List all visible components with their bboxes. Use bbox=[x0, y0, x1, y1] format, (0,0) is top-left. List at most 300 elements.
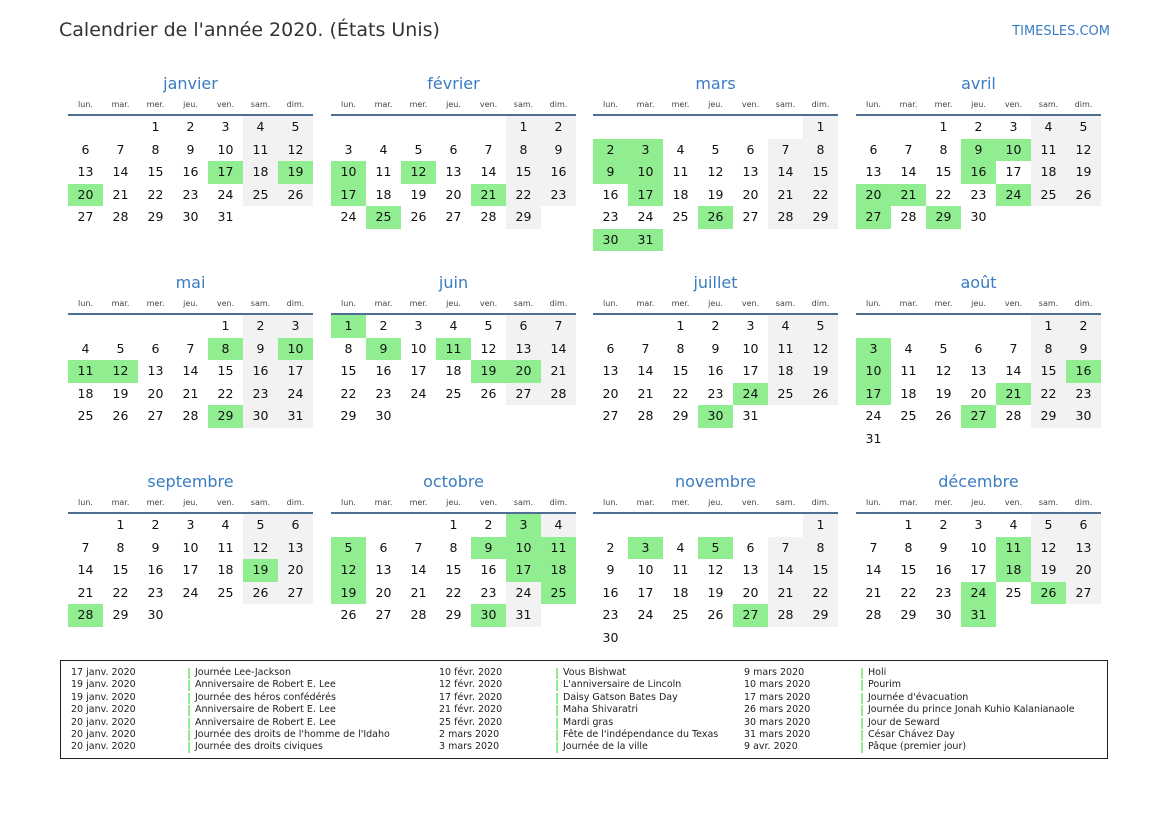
holiday-marker bbox=[861, 742, 863, 753]
day-cell: 23 bbox=[243, 383, 278, 406]
day-empty bbox=[733, 116, 768, 139]
weekday-header bbox=[331, 295, 576, 315]
day-cell: 25 bbox=[445, 385, 462, 401]
day-cell: 15 bbox=[506, 161, 541, 184]
weekday-label: dim. bbox=[549, 299, 568, 308]
day-cell: 17 bbox=[742, 363, 759, 378]
holiday-row bbox=[439, 741, 718, 753]
days-grid bbox=[593, 116, 838, 251]
day-cell: 6 bbox=[746, 539, 755, 555]
day-cell: 24 bbox=[637, 209, 654, 224]
weekday-label: mer. bbox=[671, 498, 690, 507]
holiday-name: Fête de l'indépendance du Texas bbox=[563, 728, 719, 740]
day-cell: 3 bbox=[1009, 119, 1018, 134]
day-cell: 10 bbox=[182, 539, 199, 555]
day-empty bbox=[401, 116, 436, 139]
day-cell: 26 bbox=[803, 383, 838, 406]
day-cell-holiday: 8 bbox=[208, 338, 243, 361]
day-cell: 12 bbox=[278, 139, 313, 162]
day-cell: 14 bbox=[865, 562, 882, 577]
holiday-marker bbox=[556, 680, 558, 691]
weekday-label: sam. bbox=[775, 299, 796, 308]
holiday-marker bbox=[861, 680, 863, 691]
weekday-label: jeu. bbox=[446, 100, 461, 109]
day-cell: 2 bbox=[151, 517, 160, 532]
day-cell: 29 bbox=[900, 607, 917, 622]
month-name: novembre bbox=[674, 472, 757, 491]
day-cell: 20 bbox=[445, 186, 462, 202]
day-cell: 9 bbox=[541, 139, 576, 162]
day-cell: 7 bbox=[81, 539, 90, 555]
day-cell: 10 bbox=[970, 539, 987, 555]
day-empty bbox=[733, 514, 768, 537]
holiday-name: Anniversaire de Robert E. Lee bbox=[195, 716, 336, 728]
day-cell: 8 bbox=[803, 139, 838, 162]
day-cell-holiday: 2 bbox=[593, 139, 628, 162]
month-name: octobre bbox=[423, 472, 484, 491]
day-cell: 15 bbox=[217, 363, 234, 378]
holiday-row bbox=[439, 667, 718, 679]
day-cell: 2 bbox=[484, 517, 493, 532]
holiday-name: Daisy Gatson Bates Day bbox=[563, 691, 678, 703]
month-block bbox=[856, 72, 1101, 229]
weekday-label: jeu. bbox=[971, 299, 986, 308]
day-cell: 19 bbox=[410, 186, 427, 202]
day-empty bbox=[996, 315, 1031, 338]
days-grid bbox=[68, 514, 313, 627]
day-cell: 21 bbox=[77, 584, 94, 600]
day-cell: 26 bbox=[480, 385, 497, 401]
day-cell: 2 bbox=[541, 116, 576, 139]
day-cell-holiday: 12 bbox=[103, 360, 138, 383]
day-cell: 25 bbox=[900, 408, 917, 423]
day-cell: 1 bbox=[506, 116, 541, 139]
day-cell: 6 bbox=[974, 340, 983, 356]
days-grid bbox=[331, 514, 576, 627]
day-cell: 3 bbox=[278, 315, 313, 338]
weekday-header bbox=[68, 96, 313, 116]
day-cell: 5 bbox=[939, 340, 948, 356]
day-empty bbox=[628, 116, 663, 139]
day-cell: 16 bbox=[935, 562, 952, 577]
day-cell: 12 bbox=[1066, 139, 1101, 162]
day-cell: 5 bbox=[278, 116, 313, 139]
weekday-label: mar. bbox=[899, 299, 918, 308]
day-cell-holiday: 9 bbox=[366, 338, 401, 361]
day-cell: 31 bbox=[506, 604, 541, 627]
day-cell-holiday: 12 bbox=[331, 559, 366, 582]
day-cell: 12 bbox=[935, 363, 952, 378]
day-cell-holiday: 1 bbox=[331, 315, 366, 338]
weekday-label: lun. bbox=[341, 498, 356, 507]
weekday-label: mer. bbox=[409, 299, 428, 308]
day-cell-holiday: 24 bbox=[961, 582, 996, 605]
day-cell-holiday: 27 bbox=[733, 604, 768, 627]
day-cell: 13 bbox=[278, 537, 313, 560]
day-cell: 15 bbox=[112, 562, 129, 577]
day-cell: 28 bbox=[541, 383, 576, 406]
day-cell: 15 bbox=[340, 363, 357, 378]
day-cell: 11 bbox=[1031, 139, 1066, 162]
days-grid bbox=[331, 116, 576, 229]
weekday-label: mar. bbox=[374, 299, 393, 308]
day-cell: 19 bbox=[707, 186, 724, 202]
weekday-header bbox=[593, 96, 838, 116]
day-empty bbox=[698, 116, 733, 139]
day-cell-holiday: 24 bbox=[996, 184, 1031, 207]
day-empty bbox=[768, 116, 803, 139]
weekday-label: lun. bbox=[341, 100, 356, 109]
day-cell: 1 bbox=[221, 318, 230, 333]
day-cell: 30 bbox=[1066, 405, 1101, 428]
day-cell: 11 bbox=[672, 164, 689, 179]
day-cell: 14 bbox=[768, 559, 803, 582]
day-empty bbox=[366, 514, 401, 537]
holiday-row bbox=[744, 667, 1075, 679]
day-cell: 27 bbox=[375, 607, 392, 622]
holiday-date: 12 févr. 2020 bbox=[439, 679, 503, 691]
day-cell: 13 bbox=[1066, 537, 1101, 560]
day-cell: 25 bbox=[672, 209, 689, 224]
day-cell: 12 bbox=[803, 338, 838, 361]
holiday-date: 30 mars 2020 bbox=[744, 716, 811, 728]
day-cell: 6 bbox=[1066, 514, 1101, 537]
holiday-date: 9 avr. 2020 bbox=[744, 741, 798, 753]
holiday-marker bbox=[188, 742, 190, 753]
day-empty bbox=[331, 514, 366, 537]
day-cell: 20 bbox=[602, 385, 619, 401]
day-empty bbox=[768, 514, 803, 537]
holiday-row bbox=[71, 679, 390, 691]
holiday-marker bbox=[861, 693, 863, 704]
holiday-name: Holi bbox=[868, 667, 887, 678]
day-cell: 15 bbox=[1031, 360, 1066, 383]
day-cell: 27 bbox=[445, 209, 462, 224]
day-cell: 20 bbox=[1066, 559, 1101, 582]
day-cell: 8 bbox=[904, 539, 913, 555]
day-cell: 7 bbox=[869, 539, 878, 555]
day-cell: 12 bbox=[707, 164, 724, 179]
day-cell-holiday: 17 bbox=[331, 184, 366, 207]
day-cell-holiday: 20 bbox=[856, 184, 891, 207]
day-cell: 6 bbox=[449, 141, 458, 157]
day-cell: 30 bbox=[243, 405, 278, 428]
day-cell: 28 bbox=[182, 408, 199, 423]
holiday-marker bbox=[556, 718, 558, 729]
day-cell: 13 bbox=[506, 338, 541, 361]
day-cell: 4 bbox=[904, 340, 913, 356]
day-cell: 10 bbox=[217, 141, 234, 157]
day-cell: 31 bbox=[217, 209, 234, 224]
weekday-label: dim. bbox=[286, 100, 305, 109]
weekday-label: jeu. bbox=[446, 299, 461, 308]
day-empty bbox=[103, 315, 138, 338]
day-cell: 28 bbox=[637, 408, 654, 423]
day-cell-holiday: 20 bbox=[68, 184, 103, 207]
holiday-row bbox=[71, 717, 390, 729]
day-cell: 31 bbox=[742, 408, 759, 423]
weekday-header bbox=[856, 295, 1101, 315]
day-cell: 29 bbox=[147, 209, 164, 224]
day-cell: 22 bbox=[900, 584, 917, 600]
month-name: janvier bbox=[163, 74, 218, 93]
weekday-label: lun. bbox=[866, 100, 881, 109]
day-cell: 18 bbox=[217, 562, 234, 577]
day-cell-holiday: 16 bbox=[961, 161, 996, 184]
weekday-label: lun. bbox=[866, 299, 881, 308]
day-cell: 21 bbox=[768, 184, 803, 207]
day-empty bbox=[856, 116, 891, 139]
holiday-date: 20 janv. 2020 bbox=[71, 728, 136, 740]
day-cell-holiday: 11 bbox=[68, 360, 103, 383]
holiday-marker bbox=[861, 668, 863, 679]
weekday-header bbox=[331, 494, 576, 514]
weekday-label: sam. bbox=[775, 498, 796, 507]
day-cell: 1 bbox=[803, 116, 838, 139]
weekday-label: sam. bbox=[250, 299, 271, 308]
holiday-row bbox=[71, 667, 390, 679]
day-cell: 28 bbox=[865, 607, 882, 622]
day-empty bbox=[628, 315, 663, 338]
day-cell-holiday: 30 bbox=[698, 405, 733, 428]
holiday-date: 21 févr. 2020 bbox=[439, 704, 503, 716]
day-empty bbox=[401, 514, 436, 537]
day-cell: 27 bbox=[742, 209, 759, 224]
day-cell: 12 bbox=[480, 340, 497, 356]
day-cell-holiday: 11 bbox=[436, 338, 471, 361]
day-cell-holiday: 16 bbox=[1066, 360, 1101, 383]
day-cell: 3 bbox=[186, 517, 195, 532]
holiday-date: 25 févr. 2020 bbox=[439, 716, 503, 728]
weekday-header bbox=[331, 96, 576, 116]
holiday-name: Jour de Seward bbox=[868, 716, 940, 728]
day-cell: 3 bbox=[221, 119, 230, 134]
holiday-marker bbox=[188, 693, 190, 704]
weekday-label: mer. bbox=[671, 299, 690, 308]
day-cell: 14 bbox=[900, 164, 917, 179]
day-cell-holiday: 17 bbox=[506, 559, 541, 582]
month-block bbox=[856, 271, 1101, 450]
day-cell-holiday: 27 bbox=[961, 405, 996, 428]
month-block bbox=[68, 470, 313, 627]
holiday-date: 3 mars 2020 bbox=[439, 741, 500, 753]
day-cell: 25 bbox=[672, 607, 689, 622]
day-cell: 16 bbox=[602, 584, 619, 600]
holiday-name: César Chávez Day bbox=[868, 728, 955, 740]
day-cell-holiday: 18 bbox=[541, 559, 576, 582]
weekday-label: mer. bbox=[409, 498, 428, 507]
day-cell: 15 bbox=[445, 562, 462, 577]
day-cell: 5 bbox=[711, 141, 720, 157]
day-empty bbox=[68, 116, 103, 139]
day-cell-holiday: 5 bbox=[698, 537, 733, 560]
holiday-row bbox=[71, 692, 390, 704]
holiday-row bbox=[71, 704, 390, 716]
holiday-name: Anniversaire de Robert E. Lee bbox=[195, 704, 336, 716]
holiday-name: Journée du prince Jonah Kuhio Kalanianaole bbox=[868, 704, 1075, 716]
day-empty bbox=[663, 116, 698, 139]
day-cell: 8 bbox=[506, 139, 541, 162]
day-cell: 3 bbox=[974, 517, 983, 532]
day-cell: 29 bbox=[1031, 405, 1066, 428]
day-cell: 13 bbox=[375, 562, 392, 577]
day-cell: 30 bbox=[375, 408, 392, 423]
day-cell: 25 bbox=[77, 408, 94, 423]
day-empty bbox=[331, 116, 366, 139]
days-grid bbox=[856, 315, 1101, 450]
day-cell: 23 bbox=[147, 584, 164, 600]
day-cell: 6 bbox=[506, 315, 541, 338]
day-cell: 8 bbox=[151, 141, 160, 157]
day-cell: 19 bbox=[935, 385, 952, 401]
weekday-label: jeu. bbox=[183, 498, 198, 507]
weekday-label: lun. bbox=[78, 299, 93, 308]
day-cell: 5 bbox=[1066, 116, 1101, 139]
holiday-date: 17 mars 2020 bbox=[744, 691, 811, 703]
day-cell: 22 bbox=[147, 186, 164, 202]
day-cell-holiday: 28 bbox=[68, 604, 103, 627]
weekday-label: sam. bbox=[513, 498, 534, 507]
weekday-label: dim. bbox=[549, 498, 568, 507]
weekday-label: ven. bbox=[479, 299, 498, 308]
day-cell: 29 bbox=[672, 408, 689, 423]
day-cell: 26 bbox=[1066, 184, 1101, 207]
day-cell: 13 bbox=[970, 363, 987, 378]
day-empty bbox=[173, 315, 208, 338]
day-cell: 14 bbox=[637, 363, 654, 378]
weekday-label: sam. bbox=[1038, 100, 1059, 109]
day-cell: 4 bbox=[541, 514, 576, 537]
day-cell: 21 bbox=[768, 582, 803, 605]
day-cell: 2 bbox=[711, 318, 720, 333]
day-cell: 22 bbox=[112, 584, 129, 600]
day-cell: 7 bbox=[116, 141, 125, 157]
day-cell-holiday: 29 bbox=[926, 206, 961, 229]
holiday-row bbox=[744, 729, 1075, 741]
day-cell: 17 bbox=[1005, 164, 1022, 179]
weekday-label: sam. bbox=[1038, 299, 1059, 308]
day-cell: 29 bbox=[112, 607, 129, 622]
weekday-label: lun. bbox=[603, 100, 618, 109]
day-cell: 26 bbox=[935, 408, 952, 423]
holiday-name: Journée des droits de l'homme de l'Idaho bbox=[195, 728, 390, 740]
day-cell: 30 bbox=[182, 209, 199, 224]
day-cell: 22 bbox=[935, 186, 952, 202]
month-block bbox=[593, 72, 838, 251]
day-cell: 7 bbox=[768, 537, 803, 560]
month-name: août bbox=[960, 273, 997, 292]
day-cell: 23 bbox=[480, 584, 497, 600]
day-cell-holiday: 10 bbox=[278, 338, 313, 361]
day-cell: 1 bbox=[151, 119, 160, 134]
day-cell: 21 bbox=[541, 360, 576, 383]
day-cell: 1 bbox=[803, 514, 838, 537]
day-empty bbox=[103, 116, 138, 139]
site-link[interactable]: TIMESLES.COM bbox=[1012, 24, 1110, 39]
day-empty bbox=[891, 315, 926, 338]
day-empty bbox=[593, 315, 628, 338]
day-cell-holiday: 9 bbox=[593, 161, 628, 184]
day-cell: 28 bbox=[112, 209, 129, 224]
day-cell: 23 bbox=[602, 209, 619, 224]
day-cell: 8 bbox=[344, 340, 353, 356]
weekday-label: mar. bbox=[899, 100, 918, 109]
holiday-marker bbox=[861, 705, 863, 716]
day-cell-holiday: 19 bbox=[471, 360, 506, 383]
holiday-date: 20 janv. 2020 bbox=[71, 704, 136, 716]
weekday-label: jeu. bbox=[971, 498, 986, 507]
holiday-date: 20 janv. 2020 bbox=[71, 741, 136, 753]
day-cell-holiday: 3 bbox=[628, 139, 663, 162]
day-cell: 9 bbox=[939, 539, 948, 555]
holiday-marker bbox=[556, 730, 558, 741]
weekday-label: mar. bbox=[899, 498, 918, 507]
holiday-name: Pâque (premier jour) bbox=[868, 741, 967, 753]
holiday-name: Journée des héros confédérés bbox=[195, 691, 336, 703]
weekday-label: sam. bbox=[513, 299, 534, 308]
day-cell-holiday: 19 bbox=[278, 161, 313, 184]
day-cell: 1 bbox=[449, 517, 458, 532]
day-cell: 23 bbox=[1066, 383, 1101, 406]
day-cell: 24 bbox=[865, 408, 882, 423]
day-cell: 12 bbox=[1031, 537, 1066, 560]
day-cell: 13 bbox=[865, 164, 882, 179]
day-cell: 10 bbox=[637, 562, 654, 577]
day-cell: 14 bbox=[1005, 363, 1022, 378]
day-cell: 27 bbox=[278, 582, 313, 605]
day-cell: 19 bbox=[112, 385, 129, 401]
day-cell: 5 bbox=[803, 315, 838, 338]
day-cell: 13 bbox=[445, 164, 462, 179]
month-name: décembre bbox=[938, 472, 1019, 491]
day-cell: 26 bbox=[410, 209, 427, 224]
weekday-label: ven. bbox=[1004, 100, 1023, 109]
day-cell-holiday: 17 bbox=[208, 161, 243, 184]
holiday-name: Vous Bishwat bbox=[563, 667, 627, 678]
day-cell: 27 bbox=[506, 383, 541, 406]
day-empty bbox=[926, 315, 961, 338]
day-cell: 19 bbox=[1066, 161, 1101, 184]
holiday-row bbox=[439, 729, 718, 741]
day-cell: 4 bbox=[221, 517, 230, 532]
holiday-marker bbox=[556, 705, 558, 716]
day-empty bbox=[593, 116, 628, 139]
day-cell: 8 bbox=[449, 539, 458, 555]
holiday-date: 31 mars 2020 bbox=[744, 728, 811, 740]
day-empty bbox=[856, 514, 891, 537]
day-cell: 27 bbox=[77, 209, 94, 224]
day-cell: 7 bbox=[484, 141, 493, 157]
day-cell: 1 bbox=[676, 318, 685, 333]
weekday-label: mer. bbox=[146, 498, 165, 507]
day-cell: 16 bbox=[541, 161, 576, 184]
day-cell: 15 bbox=[803, 559, 838, 582]
day-cell: 21 bbox=[182, 385, 199, 401]
day-cell-holiday: 11 bbox=[541, 537, 576, 560]
day-cell: 23 bbox=[182, 186, 199, 202]
holiday-row bbox=[71, 729, 390, 741]
day-cell: 3 bbox=[746, 318, 755, 333]
day-cell: 6 bbox=[81, 141, 90, 157]
weekday-label: dim. bbox=[1074, 299, 1093, 308]
day-cell-holiday: 25 bbox=[366, 206, 401, 229]
day-cell: 8 bbox=[1031, 338, 1066, 361]
day-cell: 27 bbox=[1066, 582, 1101, 605]
day-empty bbox=[628, 514, 663, 537]
day-cell: 24 bbox=[410, 385, 427, 401]
day-cell: 26 bbox=[278, 184, 313, 207]
day-cell: 23 bbox=[970, 186, 987, 202]
